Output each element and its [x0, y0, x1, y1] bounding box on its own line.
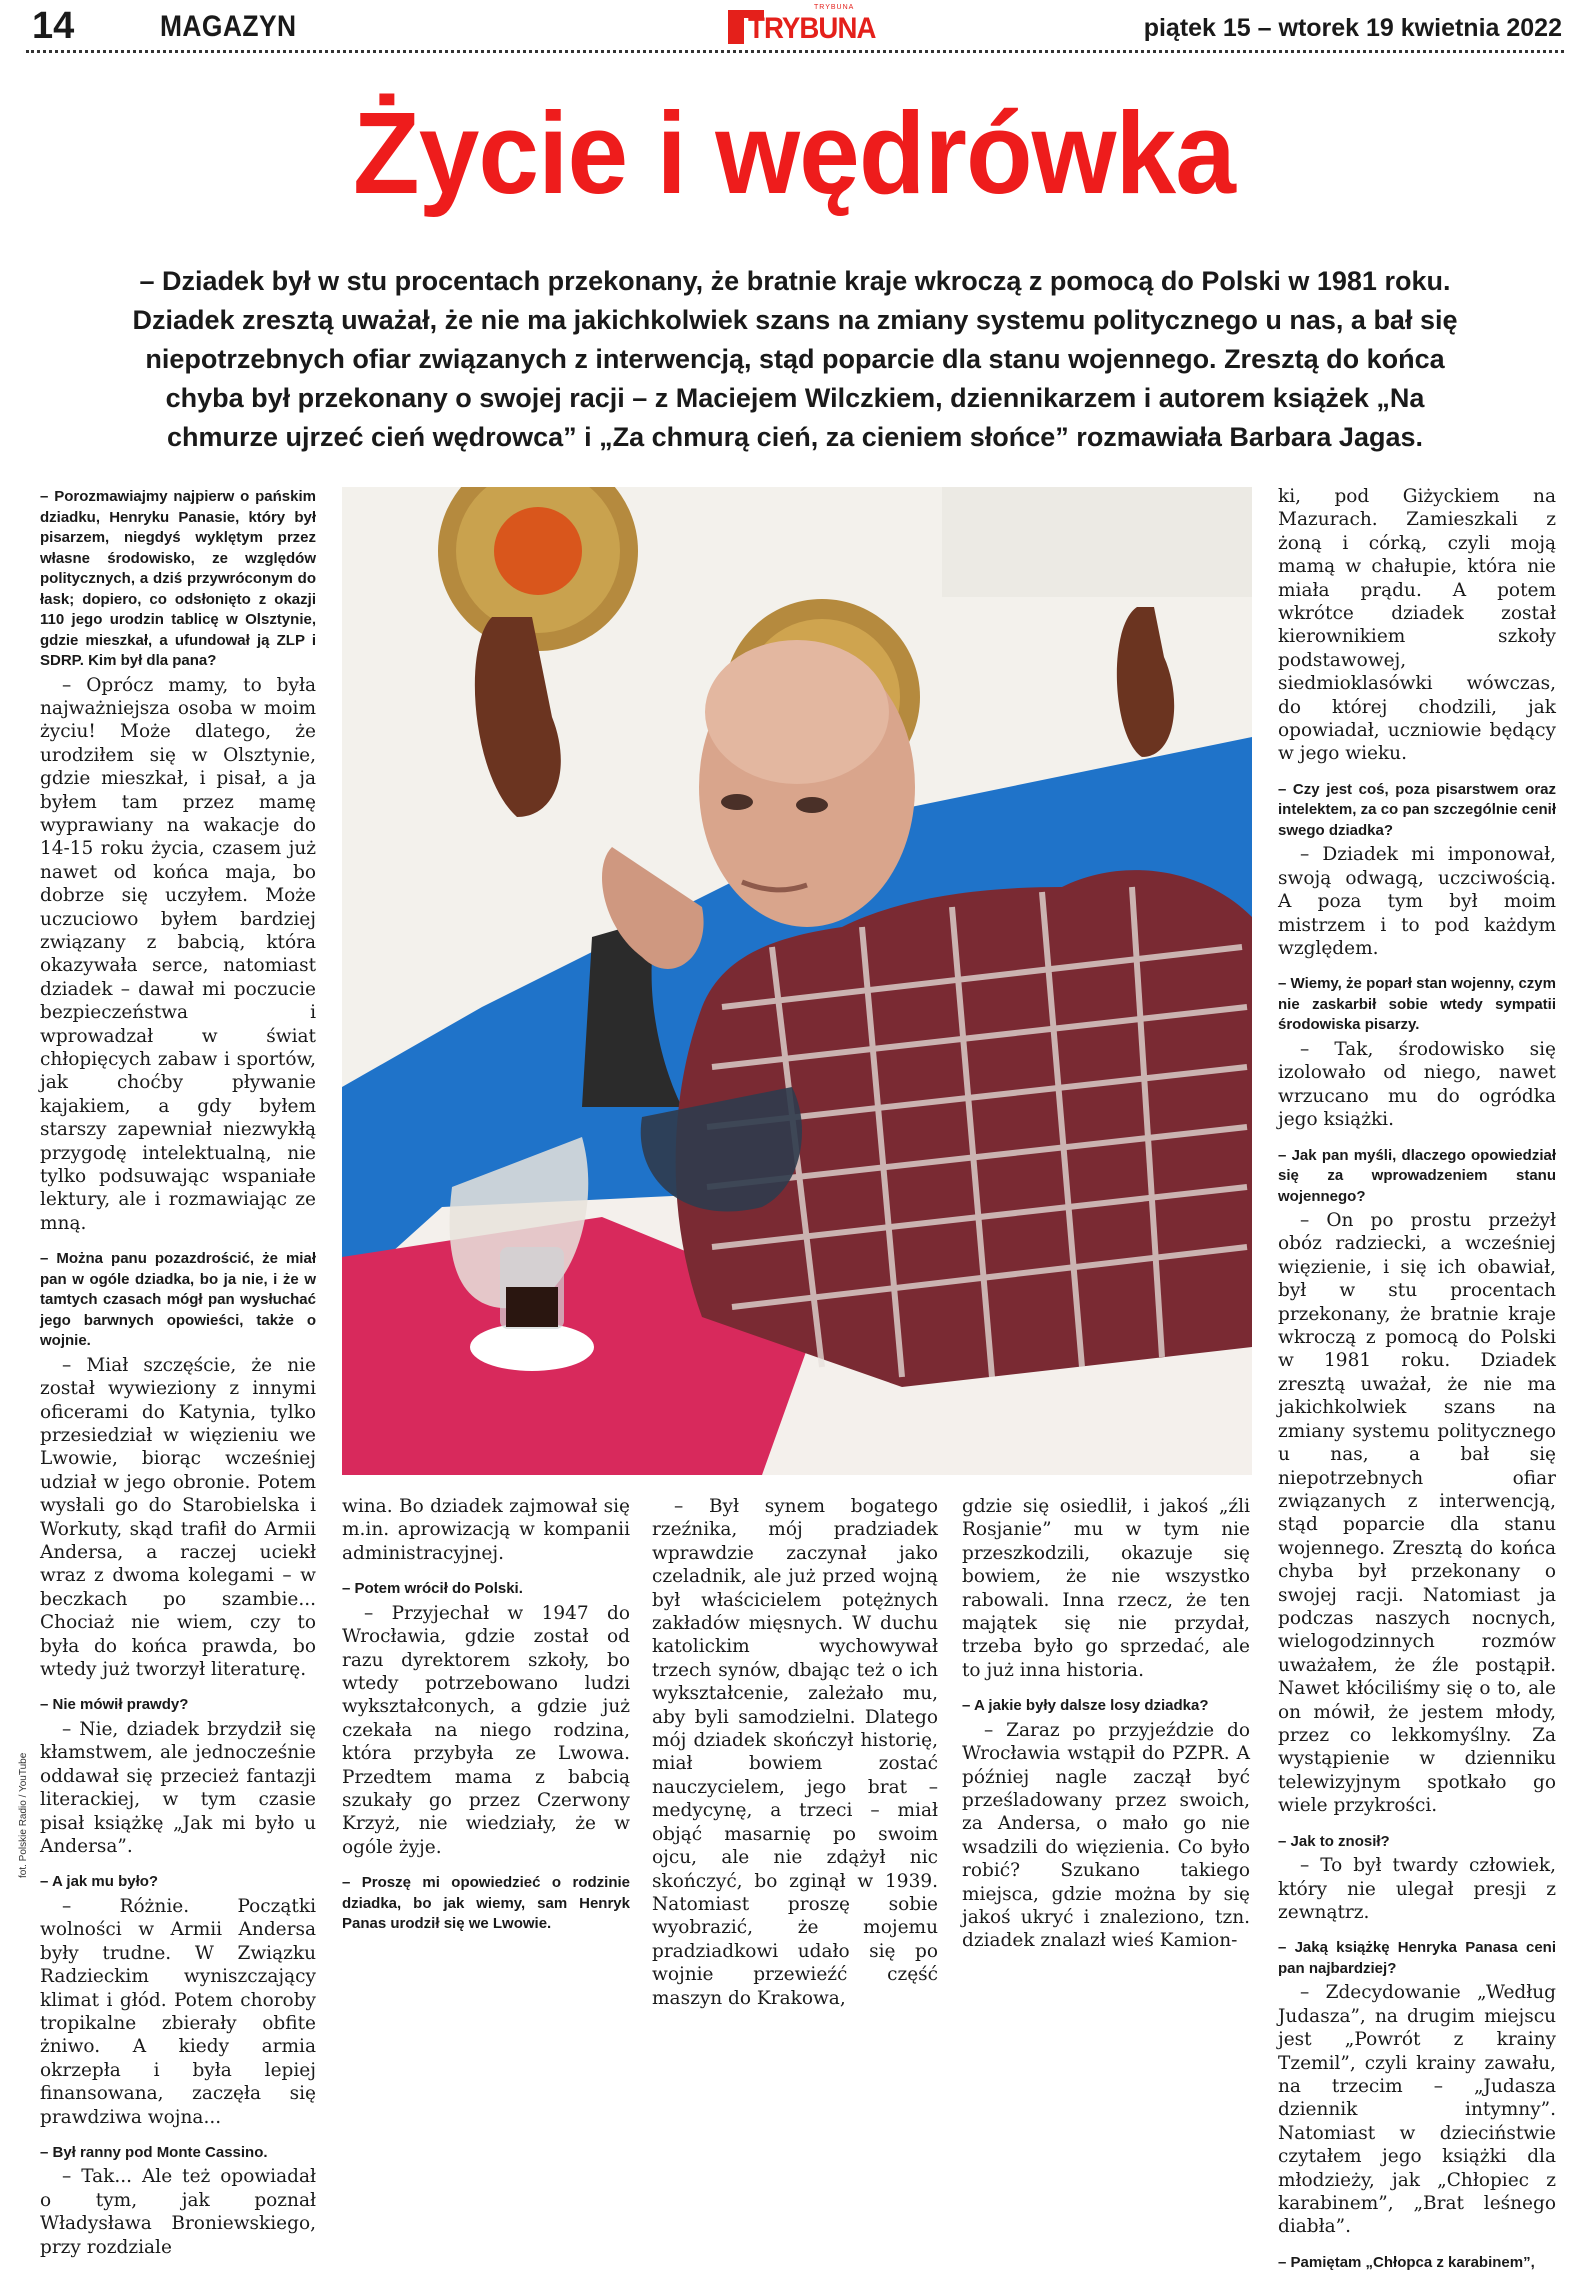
interview-question: – Jak to znosił?: [1278, 1832, 1390, 1850]
trybuna-logo[interactable]: [728, 4, 876, 48]
interview-question: – Pamiętam „Chłopca z karabinem”,: [1278, 2253, 1535, 2271]
logo-text: TRYBUNA: [748, 12, 876, 45]
interview-answer: – Zdecydowanie „Według Judasza”, na drugim miejscu jest „Powrót z krainy Tzemil”, czyli krainy zawału, na trzecim – „Judasza dziennik intymny”. Natomiast w dzieciństwie czytałem jego książki dla młodzieży, jak „Chłopiec z karabinem”, „Brat leśnego diabła”.: [1278, 1982, 1556, 2238]
article-column-3: [652, 1495, 938, 2010]
photo-credit: fot. Polskie Radio / YouTube: [18, 1752, 29, 1878]
section-label: MAGAZYN: [160, 10, 297, 43]
interview-answer: – Dziadek mi imponował, swoją odwagą, uczciwością. A poza tym był moim mistrzem i to pod każdym względem.: [1278, 844, 1556, 959]
interview-answer: – Zaraz po przyjeździe do Wrocławia wstąpił do PZPR. A później nagle zaczął być prześladowany przez swoich, za Andersa, o mało go nie wsadzili do więzienia. Co było robić? Szukano takiego miejsca, gdzie można by się jakoś ukryć i znaleziono, tzn. dziadek znalazł wieś Kamion-: [962, 1719, 1250, 1952]
interview-question: – Proszę mi opowiedzieć o rodzinie dziadka, bo jak wiemy, sam Henryk Panas urodził się we Lwowie.: [342, 1874, 630, 1933]
interview-answer: – Nie, dziadek brzydził się kłamstwem, ale jednocześnie oddawał się przecież fantazji literackiej, w tym czasie pisał książkę „Jak mi było u Andersa”.: [40, 1718, 316, 1857]
issue-date: piątek 15 – wtorek 19 kwietnia 2022: [1143, 14, 1562, 42]
article-lead: – Dziadek był w stu procentach przekonany, że bratnie kraje wkroczą z pomocą do Polski w 1981 roku. Dziadek zresztą uważał, że nie ma jakichkolwiek szans na zmiany systemu politycznego u nas, a bał się niepotrzebnych ofiar związanych z interwencją, stąd poparcie dla stanu wojennego. Zresztą do końca chyba był przekonany o swojej racji – z Maciejem Wilczkiem, dziennikarzem i autorem książek „Na chmurze ujrzeć cień wędrowca” i „Za chmurą cień, za cieniem słońce” rozmawiała Barbara Jagas.: [132, 266, 1458, 452]
interview-answer: – Tak... Ale też opowiadał o tym, jak poznał Władysława Broniewskiego, przy rozdziale: [40, 2166, 316, 2258]
interview-photo: [342, 487, 1252, 1475]
interview-answer: – Oprócz mamy, to była najważniejsza osoba w moim życiu! Może dlatego, że urodziłem się w Olsztynie, gdzie mieszkał, i pisał, a ja byłem tam przez mamę wyprawiany na wakacje do 14-15 roku życia, czasem już nawet od końca maja, bo dobrze się uczyłem. Może uczuciowo byłem bardziej związany z babcią, która okazywała serce, natomiast dziadek – dawał mi poczucie bezpieczeństwa i wprowadzał w świat chłopięcych zabaw i sportów, jak choćby pływanie kajakiem, a gdy byłem starszy zapewniał niezwykłą przygodę intelektualną, nie tylko podsuwając wspaniałe lektury, ale i rozmawiając ze mną.: [40, 674, 316, 1234]
interview-question: – Można panu pozazdrościć, że miał pan w ogóle dziadka, bo ja nie, i że w tamtych czasach mógł pan wysłuchać jego barwnych opowieści, także o wojnie.: [40, 1250, 316, 1350]
interview-answer: wina. Bo dziadek zajmował się m.in. aprowizacją w kompanii administracyjnej.: [342, 1496, 630, 1564]
logo-small-text: TRYBUNA: [814, 4, 855, 11]
article-column-1: [40, 487, 316, 2259]
interview-answer: gdzie się osiedlił, i jakoś „źli Rosjanie” mu w tym nie przeszkodzili, okazuje się bowiem, że nie wszystko rabowali. Inna rzecz, że ten majątek się nie przydał, trzeba było go sprzedać, ale to już inna historia.: [962, 1496, 1250, 1681]
header-divider: [26, 50, 1564, 53]
interview-question: – Jaką książkę Henryka Panasa ceni pan najbardziej?: [1278, 1939, 1556, 1977]
interview-answer: – Różnie. Początki wolności w Armii Andersa były trudne. W Związku Radzieckim wyniszczający klimat i głód. Potem choroby tropikalne zbierały obfite żniwo. A kiedy armia okrzepła i była lepiej finansowana, zaczęła się prawdziwa wojna...: [40, 1895, 316, 2128]
interview-answer: – Tak, środowisko się izolowało od niego, nawet wrzucano mu do ogródka jego książki.: [1278, 1038, 1556, 1131]
article-column-2: [342, 1495, 630, 1937]
interview-answer: – Był synem bogatego rzeźnika, mój pradziadek wprawdzie zaczynał jako czeladnik, ale już przed wojną był właścicielem potężnych zakładów mięsnych. W duchu katolickim wychowywał trzech synów, dbając też o ich wykształcenie, zależało mu, aby byli samodzielni. Dlatego mój dziadek skończył historię, miał bowiem zostać nauczycielem, jego brat – medycynę, a trzeci – miał objąć masarnię po swoim ojcu, ale nie zdążył nic skończyć, bo zginął w 1939. Natomiast proszę sobie wyobrazić, że mojemu pradziadkowi udało się po wojnie przewieźć część maszyn do Krakowa,: [652, 1496, 938, 2009]
interview-question: – Czy jest coś, poza pisarstwem oraz intelektem, za co pan szczególnie cenił swego dziadka?: [1278, 780, 1556, 839]
page-number: 14: [32, 5, 75, 47]
interview-answer: – On po prostu przeżył obóz radziecki, a wcześniej więzienie, i się ich obawiał, był w stu procentach przekonany, że bratnie kraje wkroczą z pomocą do Polski w 1981 roku. Dziadek zresztą uważał, że nie ma jakichkolwiek szans na zmiany systemu politycznego u nas, a bał się niepotrzebnych ofiar związanych z interwencją, stąd poparcie dla stanu wojennego. Zresztą do końca chyba był przekonany o swojej racji. Natomiast ja podczas naszych nocnych, wielogodzinnych rozmów uważałem, że źle postąpił. Nawet kłóciliśmy się o to, ale on mówił, że jestem młody, przez co lekkomyślny. Za wystąpienie w dzienniku telewizyjnym spotkało go wiele przykrości.: [1278, 1210, 1556, 1817]
interview-answer: – Przyjechał w 1947 do Wrocławia, gdzie został od razu dyrektorem szkoły, bo wtedy potrzebowano ludzi wykształconych, a gdzie już czekała na niego rodzina, która przybyła ze Lwowa. Przedtem mama z babcią szukały go przez Czerwony Krzyż, nie wiedziały, że w ogóle żyje.: [342, 1602, 630, 1858]
interview-answer: ki, pod Giżyckiem na Mazurach. Zamieszkali z żoną i córką, czyli moją mamą w chałupie, która nie miała prądu. A potem wkrótce dziadek został kierownikiem szkoły podstawowej, siedmioklasówki wówczas, do której chodzili, jak opowiadał, uczniowie będący w jego wieku.: [1278, 486, 1556, 765]
interview-answer: – Miał szczęście, że nie został wywieziony z innymi oficerami do Katynia, tylko przesiedział w więzieniu we Lwowie, biorąc wcześniej udział w jego obronie. Potem wysłali go do Starobielska i Workuty, skąd trafił do Armii Andersa, a raczej uciekł wraz z dwoma kolegami – w beczkach po szambie... Chociaż nie wiem, czy to była do końca prawda, bo wtedy już tworzył literaturę.: [40, 1354, 316, 1681]
article-title: Życie i wędrówka: [353, 88, 1235, 218]
article-column-5: [1278, 485, 1556, 2275]
interview-question: – Potem wrócił do Polski.: [342, 1580, 523, 1598]
interview-question: – A jak mu było?: [40, 1873, 159, 1891]
article-photo: [342, 487, 1252, 1475]
interview-answer: – To był twardy człowiek, który nie ulegał presji z zewnątrz.: [1278, 1855, 1556, 1923]
interview-question: – Nie mówił prawdy?: [40, 1696, 189, 1714]
interview-question: – Był ranny pod Monte Cassino.: [40, 2143, 268, 2161]
interview-question: – Porozmawiajmy najpierw o pańskim dziadku, Henryku Panasie, który był pisarzem, niegdyś wyklętym przez własne środowisko, ze względów politycznych, a dziś przywróconym do łask; dopiero, co odsłonięto z okazji 110 jego urodzin tablicę w Olsztynie, gdzie mieszkał, a ufundował ją ZLP i SDRP. Kim był dla pana?: [40, 488, 316, 669]
interview-question: – Wiemy, że poparł stan wojenny, czym nie zaskarbił sobie wtedy sympatii środowiska pisarzy.: [1278, 975, 1556, 1034]
article-column-4: [962, 1495, 1250, 1953]
interview-question: – Jak pan myśli, dlaczego opowiedział się za wprowadzeniem stanu wojennego?: [1278, 1146, 1556, 1205]
interview-question: – A jakie były dalsze losy dziadka?: [962, 1697, 1209, 1715]
